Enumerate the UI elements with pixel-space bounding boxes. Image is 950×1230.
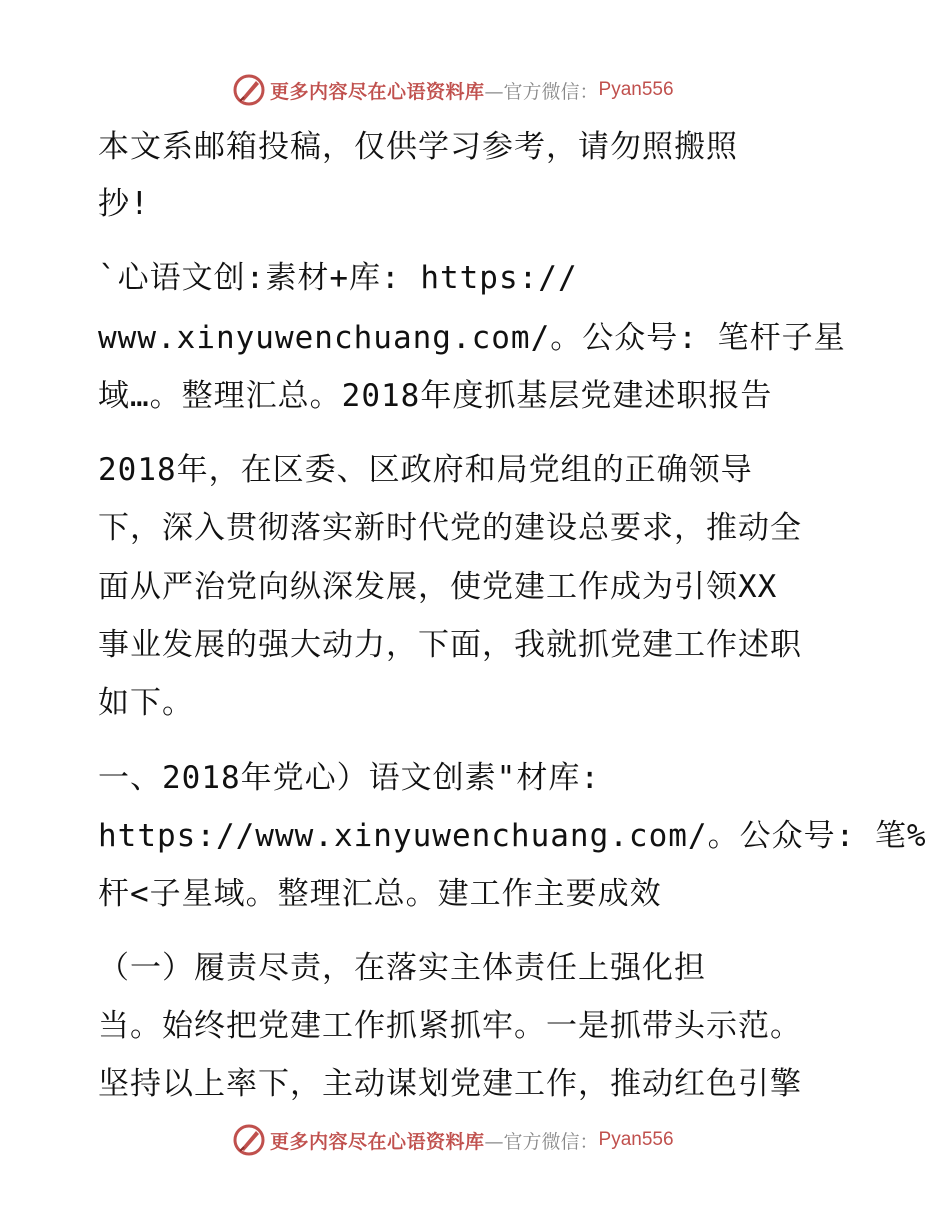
header-watermark-banner	[232, 70, 674, 110]
quill-pen-logo-icon	[232, 1123, 266, 1157]
body-line: 下，深入贯彻落实新时代党的建设总要求，推动全	[98, 510, 802, 546]
body-line: 如下。	[98, 685, 194, 721]
body-line: 本文系邮箱投稿，仅供学习参考，请勿照搬照	[98, 129, 738, 165]
body-line: 2018年，在区委、区政府和局党组的正确领导	[98, 452, 753, 488]
body-line: 杆<子星域。整理汇总。建工作主要成效	[98, 876, 662, 912]
banner-sub-text: —官方微信：	[484, 1130, 599, 1153]
body-line: 一、2018年党心）语文创素"材库:	[98, 760, 600, 796]
body-line: 抄!	[98, 186, 150, 222]
body-line: 当。始终把党建工作抓紧抓牢。一是抓带头示范。	[98, 1008, 802, 1044]
banner-main-text: 更多内容尽在心语资料库	[270, 80, 485, 103]
body-line: https://www.xinyuwenchuang.com/。公众号: 笔%	[98, 818, 927, 854]
body-line: 域…。整理汇总。2018年度抓基层党建述职报告	[98, 378, 773, 414]
body-line: 坚持以上率下，主动谋划党建工作，推动红色引擎	[98, 1066, 802, 1102]
banner-wechat-id: Pyan556	[598, 1129, 674, 1150]
banner-sub-text: —官方微信：	[484, 80, 599, 103]
body-line: 面从严治党向纵深发展，使党建工作成为引领XX	[98, 569, 778, 605]
body-line: 事业发展的强大动力，下面，我就抓党建工作述职	[98, 627, 802, 663]
quill-pen-logo-icon	[232, 73, 266, 107]
footer-watermark-banner	[232, 1120, 674, 1160]
body-line: www.xinyuwenchuang.com/。公众号: 笔杆子星	[98, 320, 846, 356]
body-line: （一）履责尽责，在落实主体责任上强化担	[98, 950, 706, 986]
banner-wechat-id: Pyan556	[598, 79, 674, 100]
banner-main-text: 更多内容尽在心语资料库	[270, 1130, 485, 1153]
body-line: `心语文创:素材+库: https://	[98, 260, 578, 296]
